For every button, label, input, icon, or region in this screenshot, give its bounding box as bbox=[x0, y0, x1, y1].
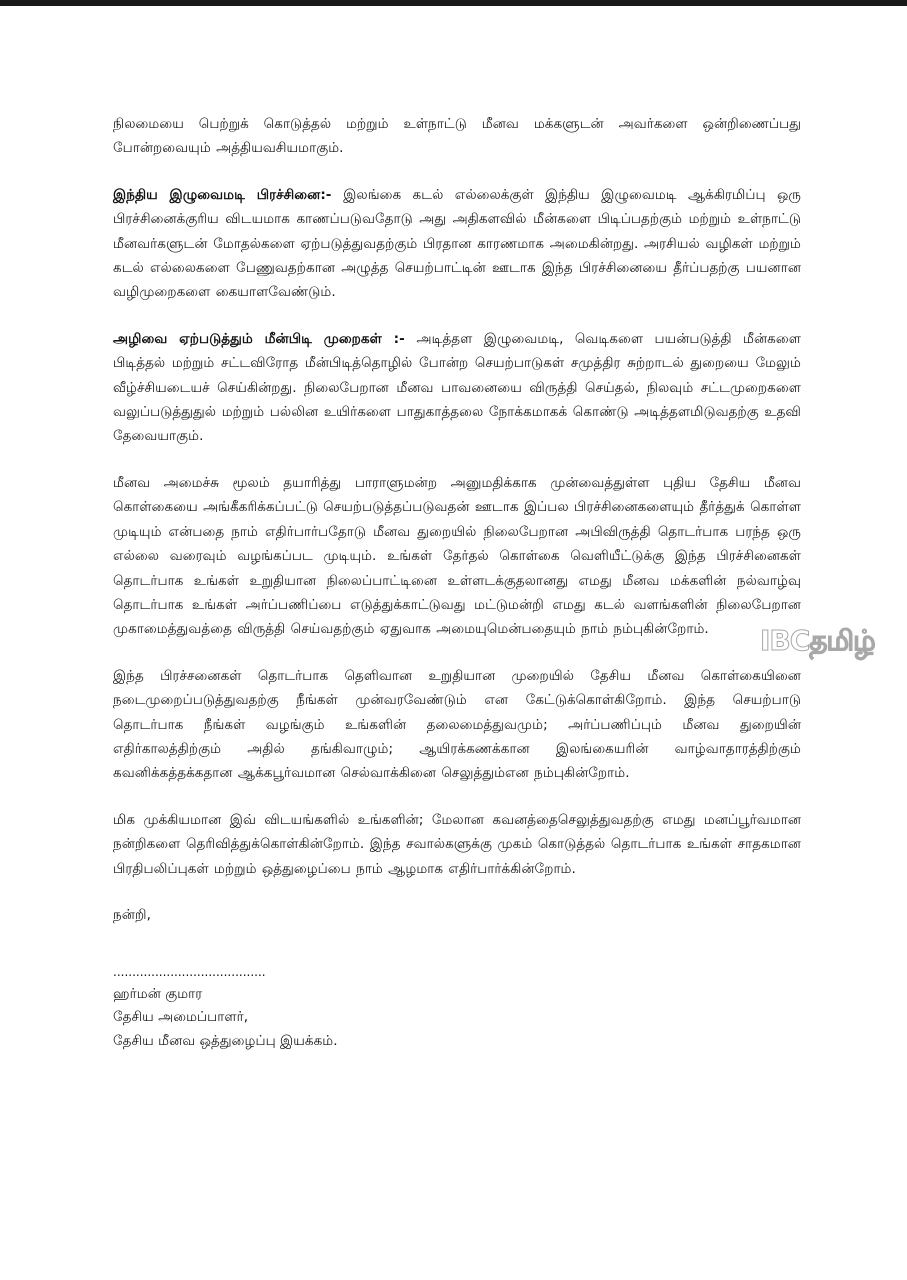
paragraph-indian-trawler bbox=[113, 183, 801, 305]
signature-line: ........................................ bbox=[113, 964, 266, 979]
paragraph-request bbox=[113, 664, 801, 786]
paragraph-intro bbox=[113, 112, 801, 161]
signatory-title: தேசிய அமைப்பாளர், bbox=[113, 1009, 249, 1026]
paragraph-national-policy bbox=[113, 471, 801, 642]
top-edge-bar bbox=[0, 0, 907, 6]
paragraph-text: நிலமையை பெற்றுக் கொடுத்தல் மற்றும் உள்நாட்டு மீனவ மக்களுடன் அவர்களை ஒன்றிணைப்பது போன்றவையும் அத்தியவசியமாகும். bbox=[113, 116, 801, 157]
ibc-tamil-watermark: IBCதமிழ் bbox=[760, 624, 875, 657]
paragraph-heading: இந்திய இழுவைமடி பிரச்சினை:- bbox=[113, 186, 344, 203]
letter-page bbox=[113, 112, 801, 1053]
signatory-organization: தேசிய மீனவ ஒத்துழைப்பு இயக்கம். bbox=[113, 1032, 338, 1049]
paragraph-text: மிக முக்கியமான இவ் விடயங்களில் உங்களின்; மேலான கவனத்தைசெலுத்துவதற்கு எமது மனப்பூர்வமான நன்றிகளை தெரிவித்துக்கொள்கின்றோம். இந்த சவால்களுக்கு முகம் கொடுத்தல் தொடர்பாக உங்கள் சாதகமான பிரதிபலிப்புகள் மற்றும் ஒத்துழைப்பை நாம் ஆழமாக எதிர்பார்க்கின்றோம். bbox=[113, 811, 801, 877]
paragraph-destructive-fishing bbox=[113, 327, 801, 449]
paragraph-heading: அழிவை ஏற்படுத்தும் மீன்பிடி முறைகள் :- bbox=[113, 330, 417, 347]
paragraph-gratitude bbox=[113, 808, 801, 881]
paragraph-text: மீனவ அமைச்சு மூலம் தயாரித்து பாராளுமன்ற அனுமதிக்காக முன்வைத்துள்ள புதிய தேசிய மீனவ கொள்கையை அங்கீகரிக்கப்பட்டு செயற்படுத்தப்படுவதன் ஊடாக இப்பல பிரச்சினைகளையும் தீர்த்துக் கொள்ள முடியும் என்பதை நாம் எதிர்பார்பதோடு மீனவ துறையில் நிலைபேறான அபிவிருத்தி தொடர்பாக பரந்த ஒரு எல்லை வரைவும் வழங்கப்பட முடியும். உங்கள் தேர்தல் கொள்கை வெளியீட்டுக்கு இந்த பிரச்சினைகள் தொடர்பாக உங்கள் உறுதியான நிலைப்பாட்டினை உள்ளடக்குதலானது எமது மீனவ மக்களின் நல்வாழ்வு தொடர்பாக உங்கள் அர்ப்பணிப்பை எடுத்துக்காட்டுவது மட்டுமன்றி எமது கடல் வளங்களின் நிலைபேறான முகாமைத்துவத்தை விருத்தி செய்வதற்கும் ஏதுவாக அமையுமென்பதையும் நாம் நம்புகின்றோம். bbox=[113, 474, 801, 638]
closing-thanks: நன்றி, bbox=[113, 906, 151, 923]
paragraph-text: இலங்கை கடல் எல்லைக்குள் இந்திய இழுவைமடி ஆக்கிரமிப்பு ஒரு பிரச்சினைக்குரிய விடயமாக காணப்படுவதோடு அது அதிகளவில் மீன்களை பிடிப்பதற்கும் மற்றும் உள்நாட்டு மீனவர்களுடன் மோதல்களை ஏற்படுத்துவதற்கும் பிரதான காரணமாக அமைகின்றது. அரசியல் வழிகள் மற்றும் கடல் எல்லைகளை பேணுவதற்கான அழுத்த செயற்பாட்டின் ஊடாக இந்த பிரச்சினையை தீர்ப்பதற்கு பயனான வழிமுறைகளை கையாளவேண்டும். bbox=[113, 186, 801, 301]
paragraph-text: அடித்தள இழுவைமடி, வெடிகளை பயன்படுத்தி மீன்களை பிடித்தல் மற்றும் சட்டவிரோத மீன்பிடித்தொழில் போன்ற செயற்பாடுகள் சமுத்திர சுற்றாடல் துறையை மேலும் வீழ்ச்சியடையச் செய்கின்றது. நிலைபேறான மீனவ பாவனையை விருத்தி செய்தல், நிலவும் சட்டமுறைகளை வலுப்படுத்துதுல் மற்றும் பல்லின உயிர்களை பாதுகாத்தலை நோக்கமாகக் கொண்டு அடித்தளமிடுவதற்கு உதவி தேவையாகும். bbox=[113, 330, 801, 445]
signatory-name: ஹர்மன் குமார bbox=[113, 985, 203, 1002]
paragraph-text: இந்த பிரச்சனைகள் தொடர்பாக தெளிவான உறுதியான முறையில் தேசிய மீனவ கொள்கையினை நடைமுறைப்படுத்துவதற்கு நீங்கள் முன்வரவேண்டும் என கேட்டுக்கொள்கிறோம். இந்த செயற்பாடு தொடர்பாக நீங்கள் வழங்கும் உங்களின் தலைமைத்துவமும்; அர்ப்பணிப்பும் மீனவ துறையின் எதிர்காலத்திற்கும் அதில் தங்கிவாழும்; ஆயிரக்கணக்கான இலங்கையரின் வாழ்வாதாரத்திற்கும் கவனிக்கத்தக்கதான ஆக்கபூர்வமான செல்வாக்கினை செலுத்தும்என நம்புகின்றோம். bbox=[113, 667, 801, 782]
